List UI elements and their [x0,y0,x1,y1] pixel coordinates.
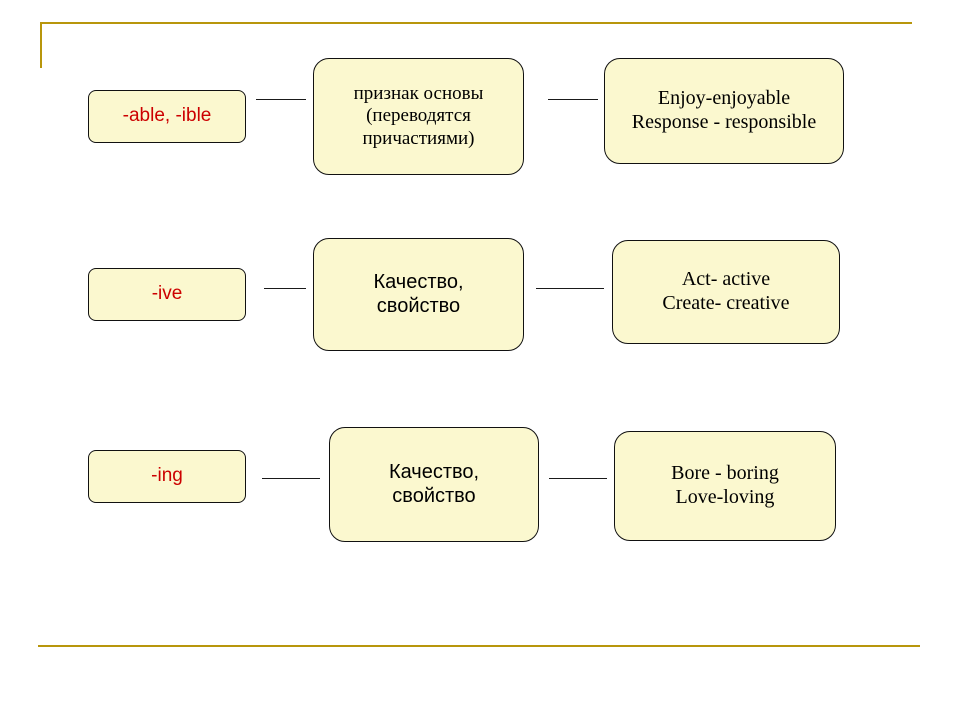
example-line-1: Enjoy-enjoyable [657,87,791,110]
meaning-line-3: причастиями) [362,127,475,149]
example-box-able-ible [604,58,844,164]
example-lines [632,87,816,134]
example-line-1: Bore - boring [671,462,779,485]
example-line-2: Response - responsible [631,111,817,133]
meaning-lines [373,271,463,318]
meaning-line-2: свойство [392,484,476,507]
connector-row3-left [262,478,320,479]
decorative-bottom-rule [38,645,920,647]
connector-row2-right [536,288,604,289]
meaning-lines [389,461,479,508]
meaning-lines [354,83,484,150]
decorative-left-rule [40,22,42,68]
suffix-box-ing [88,450,246,503]
meaning-line-1: Качество, [388,460,480,483]
example-line-2: Create- creative [662,292,790,314]
example-lines [662,268,789,315]
meaning-line-1: Качество, [373,270,464,293]
example-lines [671,462,779,509]
suffix-label: -ing [151,465,183,487]
connector-row1-right [548,99,598,100]
example-box-ive [612,240,840,344]
example-line-1: Act- active [681,268,771,291]
meaning-line-2: свойство [376,294,461,317]
meaning-line-1: признак основы [353,82,484,104]
example-box-ing [614,431,836,541]
meaning-box-able-ible [313,58,524,175]
example-line-2: Love-loving [675,486,775,508]
suffix-label: -ive [151,283,183,305]
meaning-box-ing [329,427,539,542]
meaning-box-ive [313,238,524,351]
decorative-top-rule [40,22,912,24]
connector-row1-left [256,99,306,100]
connector-row2-left [264,288,306,289]
suffix-box-ive [88,268,246,321]
suffix-label: -able, -ible [122,105,212,127]
meaning-line-2: (переводятся [366,105,471,127]
suffix-box-able-ible [88,90,246,143]
connector-row3-right [549,478,607,479]
